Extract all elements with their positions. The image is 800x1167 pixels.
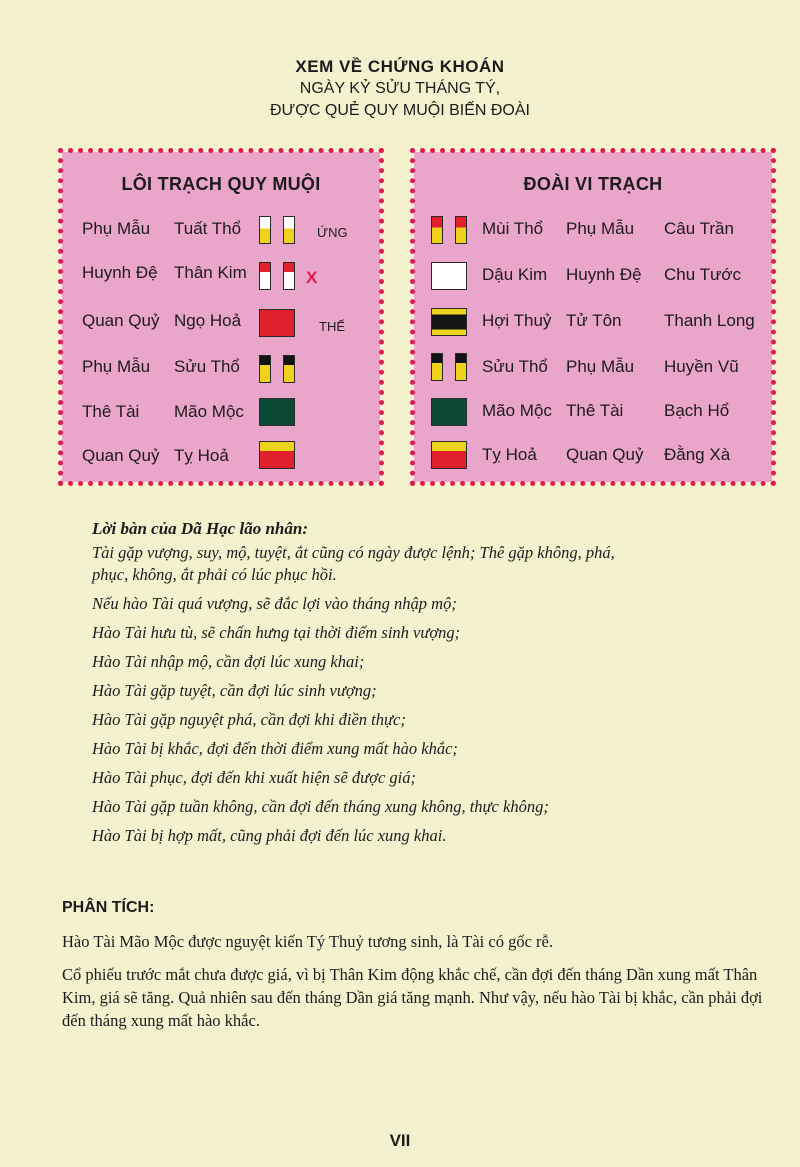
yin-line-icon bbox=[259, 216, 295, 244]
left-panel-title: LÔI TRẠCH QUY MUỘI bbox=[121, 174, 321, 194]
page-subtitle-2: ĐƯỢC QUẺ QUY MUỘI BIẾN ĐOÀI bbox=[269, 102, 530, 119]
left-row-branch: Tuất Thổ bbox=[174, 219, 242, 238]
left-row-branch: Tỵ Hoả bbox=[174, 446, 229, 465]
right-row-relation: Quan Quỷ bbox=[566, 445, 644, 464]
left-row-relation: Quan Quỷ bbox=[82, 446, 160, 465]
right-row-branch: Mùi Thổ bbox=[482, 219, 544, 238]
yang-line-icon bbox=[431, 308, 467, 336]
commentary-intro-line: phục, không, ắt phải có lúc phục hồi. bbox=[92, 565, 337, 584]
left-row-relation: Huynh Đệ bbox=[82, 263, 158, 282]
the-marker: THẾ bbox=[319, 319, 345, 334]
analysis-paragraph: Hào Tài Mão Mộc được nguyệt kiến Tý Thuỷ tương sinh, là Tài có gốc rễ. bbox=[62, 932, 553, 951]
commentary-line: Nếu hào Tài quá vượng, sẽ đắc lợi vào tháng nhập mộ; bbox=[92, 594, 457, 613]
left-hexagram-panel bbox=[62, 152, 380, 482]
right-row-branch: Sửu Thổ bbox=[482, 357, 548, 376]
right-row-branch: Tỵ Hoả bbox=[482, 445, 537, 464]
left-row-branch: Mão Mộc bbox=[174, 402, 244, 421]
left-row-relation: Quan Quỷ bbox=[82, 311, 160, 330]
right-row-spirit: Bạch Hổ bbox=[664, 401, 730, 420]
commentary-line: Hào Tài bị khắc, đợi đến thời điểm xung mất hào khắc; bbox=[92, 739, 458, 758]
moving-line-marker: X bbox=[306, 268, 318, 287]
left-row-relation: Phụ Mẫu bbox=[82, 357, 151, 376]
yang-line-icon bbox=[431, 441, 467, 469]
right-row-spirit: Thanh Long bbox=[664, 311, 755, 330]
yang-line-icon bbox=[259, 398, 295, 426]
right-row-relation: Phụ Mẫu bbox=[566, 357, 635, 376]
yang-line-icon bbox=[431, 398, 467, 426]
right-row-spirit: Câu Trần bbox=[664, 219, 734, 238]
commentary-line: Hào Tài gặp tuyệt, cần đợi lúc sinh vượng; bbox=[92, 681, 377, 700]
left-row-branch: Ngọ Hoả bbox=[174, 311, 242, 330]
ung-marker: ỨNG bbox=[317, 225, 348, 240]
yang-line-icon bbox=[259, 441, 295, 469]
left-row-branch: Sửu Thổ bbox=[174, 357, 240, 376]
right-row-relation: Tử Tôn bbox=[566, 311, 622, 330]
yin-line-icon bbox=[431, 216, 467, 244]
page-subtitle-1: NGÀY KỶ SỬU THÁNG TÝ, bbox=[299, 80, 501, 97]
right-row-relation: Phụ Mẫu bbox=[566, 219, 635, 238]
yang-line-icon bbox=[431, 262, 467, 290]
commentary-section bbox=[92, 518, 782, 847]
right-row-branch: Mão Mộc bbox=[482, 401, 552, 420]
commentary-line: Hào Tài phục, đợi đến khi xuất hiện sẽ được giá; bbox=[92, 768, 417, 787]
right-hexagram-panel bbox=[414, 152, 772, 482]
yin-line-icon bbox=[259, 355, 295, 383]
commentary-line: Hào Tài gặp nguyệt phá, cần đợi khi điền thực; bbox=[92, 710, 406, 729]
page-header bbox=[0, 56, 800, 122]
page-title: XEM VỀ CHỨNG KHOÁN bbox=[295, 57, 505, 76]
left-row-relation: Thê Tài bbox=[82, 402, 140, 421]
right-row-spirit: Huyền Vũ bbox=[664, 357, 739, 376]
commentary-line: Hào Tài nhập mộ, cần đợi lúc xung khai; bbox=[92, 652, 365, 671]
commentary-line: Hào Tài bị hợp mất, cũng phải đợi đến lúc xung khai. bbox=[92, 826, 447, 845]
right-row-branch: Hợi Thuỷ bbox=[482, 311, 552, 330]
right-panel-title: ĐOÀI VI TRẠCH bbox=[523, 174, 663, 194]
right-row-relation: Thê Tài bbox=[566, 401, 624, 420]
commentary-line: Hào Tài gặp tuần không, cần đợi đến tháng xung không, thực không; bbox=[92, 797, 549, 816]
right-row-spirit: Đằng Xà bbox=[664, 445, 731, 464]
page-number: VII bbox=[389, 1131, 411, 1150]
commentary-heading: Lời bàn của Dã Hạc lão nhân: bbox=[92, 519, 308, 538]
yin-line-icon bbox=[431, 353, 467, 381]
commentary-intro-line: Tài gặp vượng, suy, mộ, tuyệt, ắt cũng có ngày được lệnh; Thê gặp không, phá, bbox=[92, 543, 615, 562]
moving-yin-line-icon bbox=[259, 262, 295, 290]
right-row-spirit: Chu Tước bbox=[664, 265, 742, 284]
commentary-line: Hào Tài hưu tù, sẽ chấn hưng tại thời điểm sinh vượng; bbox=[92, 623, 461, 642]
right-row-branch: Dậu Kim bbox=[482, 265, 548, 284]
left-row-branch: Thân Kim bbox=[174, 263, 247, 282]
yang-line-icon bbox=[259, 309, 295, 337]
analysis-heading: PHÂN TÍCH: bbox=[62, 899, 155, 916]
left-row-relation: Phụ Mẫu bbox=[82, 219, 151, 238]
right-row-relation: Huynh Đệ bbox=[566, 265, 642, 284]
analysis-paragraph: Cổ phiếu trước mắt chưa được giá, vì bị Thân Kim động khắc chế, cần đợi đến tháng Dần xung mất Thân Kim, giá sẽ tăng. Quả nhiên sau đến tháng Dần giá tăng mạnh. Như vậy, nếu hào Tài bị khắc, cần phải đợi đến tháng xung mất hào khắc. bbox=[62, 965, 763, 1030]
analysis-section bbox=[62, 897, 772, 1032]
